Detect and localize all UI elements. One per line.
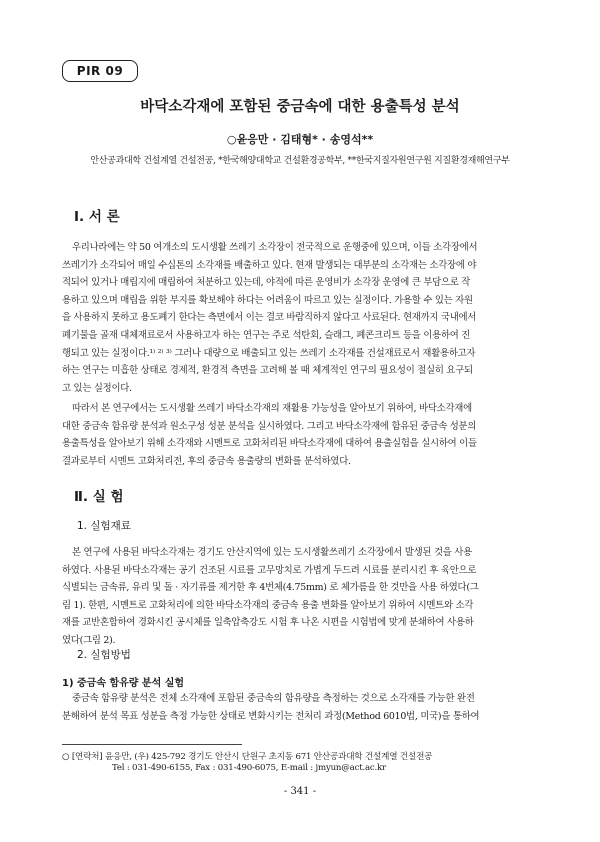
section-heading-experiment: Ⅱ. 실 험: [74, 489, 124, 505]
text-line: 쓰레기가 소각되어 매일 수십톤의 소각재를 배출하고 있다. 현재 발생되는 대부분의 소각재는 소각장에 야: [62, 259, 477, 271]
paper-title: 바닥소각재에 포함된 중금속에 대한 용출특성 분석: [140, 99, 460, 115]
subsection-heading-methods: 2. 실험방법: [77, 649, 131, 661]
author-list: ○윤응만 · 김태형* · 송영석**: [226, 133, 374, 146]
text-line: 따라서 본 연구에서는 도시생활 쓰레기 바닥소각재의 재활용 가능성을 알아보기 위하여, 바닥소각재에: [72, 403, 472, 414]
affiliation-line: 안산공과대학 건설계열 건설전공, *한국해양대학교 건설환경공학부, **한국지질자원연구원 지질환경재해연구부: [90, 156, 510, 166]
text-line: 용출특성을 알아보기 위해 소각재와 시멘트로 고화처리된 바닥소각재에 대하여 용출실험을 실시하여 이들: [62, 438, 477, 450]
text-line: 분해하여 분석 목표 성분을 측정 가능한 상태로 변화시키는 전처리 과정(Method 6010법, 미국)을 통하여: [62, 710, 480, 722]
text-line: 행되고 있는 실정이다.¹⁾ ²⁾ ³⁾ 그러나 대량으로 배출되고 있는 쓰레기 소각재를 건설재료로서 재활용하고자: [62, 347, 476, 359]
text-line: 용하고 있으며 매립을 위한 부지를 확보해야 하다는 어려움이 따르고 있는 실정이다. 가용할 수 있는 자원: [62, 294, 473, 306]
subsection-heading-materials: 1. 실험재료: [77, 520, 131, 532]
text-line: 결과로부터 시멘트 고화처리전, 후의 중금속 용출량의 변화를 분석하였다.: [62, 455, 351, 467]
footnote-divider: [62, 744, 242, 745]
intro-paragraph-2: [62, 400, 534, 470]
text-line: 폐기물을 골재 대체재료로서 사용하고자 하는 연구는 주로 석탄회, 슬래그, 폐콘크리트 등을 이용하여 진: [62, 329, 471, 341]
footnote-contact: ○ [연락처] 윤응만, (우) 425-792 경기도 안산시 단원구 초지동 671 안산공과대학 건설계열 건설전공: [62, 752, 433, 762]
text-line: 대한 중금속 함유량 분석과 원소구성 성분 분석을 실시하였다. 그리고 바닥소각재에 함유된 중금속 성분의: [62, 420, 477, 432]
footnote-phone-email: Tel : 031-490-6155, Fax : 031-490-6075, E-mail : jmyun@act.ac.kr: [112, 763, 386, 773]
section-heading-introduction: Ⅰ. 서 론: [74, 209, 120, 225]
text-line: 하는 연구는 미흡한 상태로 경제적, 환경적 측면을 고려해 볼 때 체계적인 연구의 필요성이 절실히 요구되: [62, 365, 473, 377]
text-line: 본 연구에 사용된 바닥소각재는 경기도 안산지역에 있는 도시생활쓰레기 소각장에서 발생된 것을 사용: [72, 547, 472, 558]
text-line: 식별되는 금속류, 유리 및 돌 · 자기류를 제거한 후 4번체(4.75mm) 로 체가름을 한 것만을 사용 하였다(그: [62, 582, 479, 594]
text-line: 고 있는 실정이다.: [62, 382, 132, 394]
subsubsection-heading-heavy-metal: 1) 중금속 함유량 분석 실험: [62, 678, 185, 689]
text-line: 였다(그림 2).: [62, 634, 116, 646]
text-line: 림 1). 한편, 시멘트로 고화처리에 의한 바닥소각재의 중금속 용출 변화를 알아보기 위하여 시멘트와 소각: [62, 599, 474, 611]
text-line: 을 사용하지 못하고 용도폐기 한다는 측면에서 이는 결코 바람직하지 않다고 사료된다. 현재까지 국내에서: [62, 312, 477, 324]
text-line: 하였다. 사용된 바닥소각재는 공기 건조된 시료를 고무망치로 가볍게 두드려 시료를 분리시킨 후 육안으로: [62, 564, 477, 576]
methods-paragraph: [62, 690, 534, 725]
paper-code-badge: PIR 09: [62, 60, 138, 82]
page-number: - 341 -: [283, 786, 317, 797]
intro-paragraph-1: [62, 239, 534, 397]
text-line: 중금속 함유량 분석은 전체 소각재에 포함된 중금속의 함유량을 측정하는 것으로 소각재를 가능한 완전: [72, 693, 475, 704]
text-line: 재를 교반혼합하여 경화시킨 공시체를 일축압축강도 시험 후 나온 시편을 시험법에 맞게 분쇄하여 사용하: [62, 617, 474, 629]
text-line: 우리나라에는 약 50 여개소의 도시생활 쓰레기 소각장이 전국적으로 운행중에 있으며, 이들 소각장에서: [72, 242, 478, 253]
text-line: 적되어 있거나 매립지에 매립하여 처분하고 있는데, 야적에 따른 운영비가 소각장 운영에 큰 부담으로 작: [62, 277, 471, 289]
materials-paragraph: [62, 544, 534, 650]
